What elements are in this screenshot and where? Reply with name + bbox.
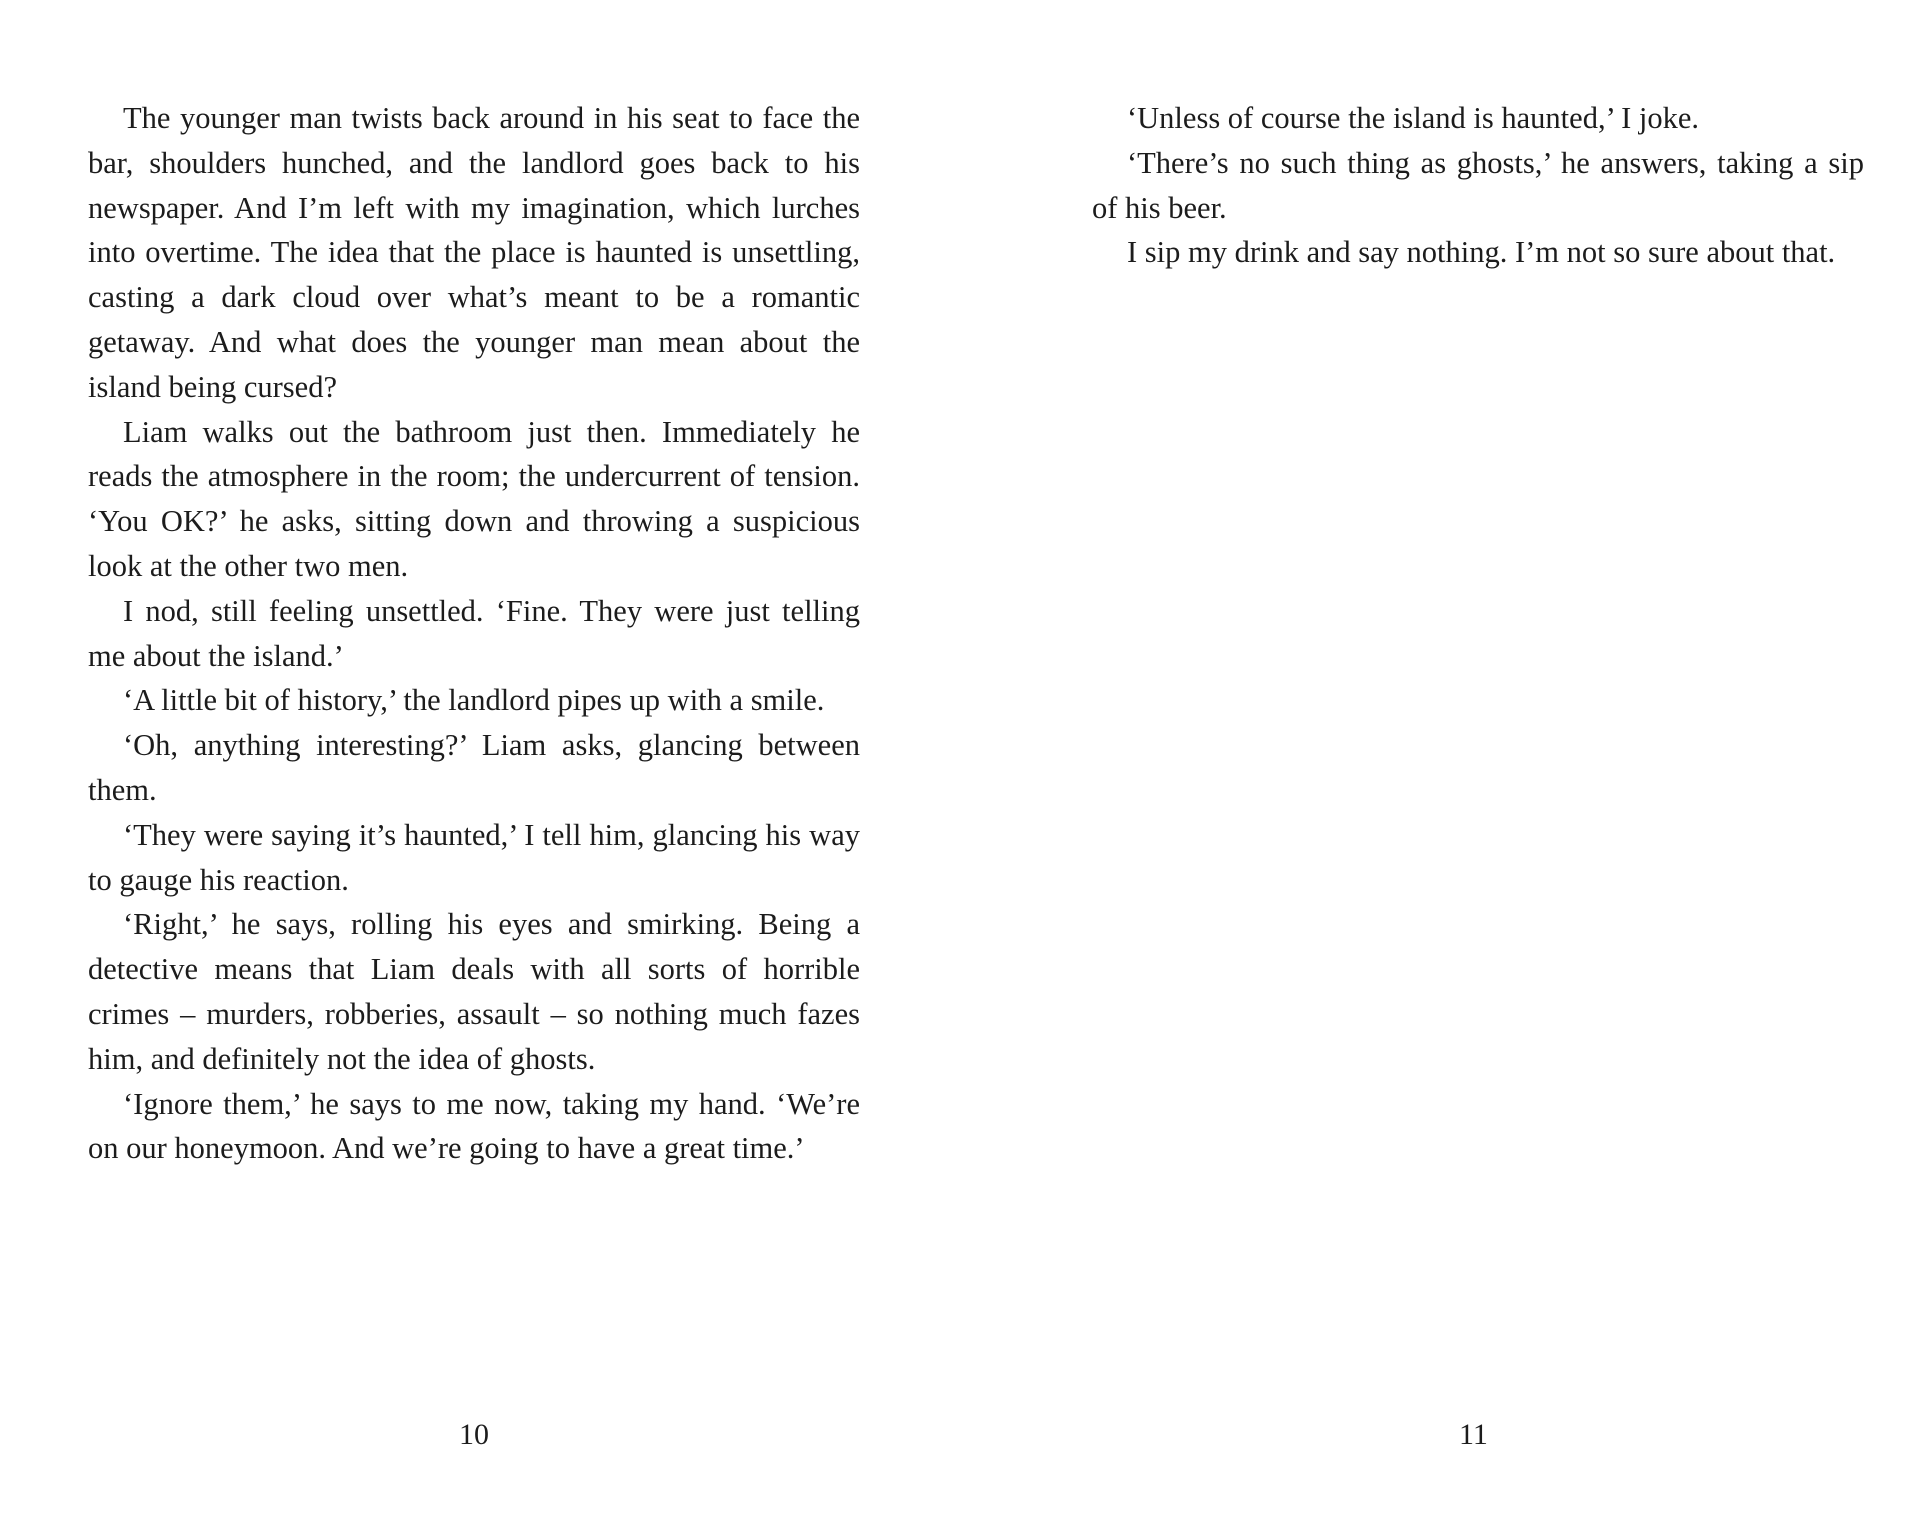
paragraph: ‘A little bit of history,’ the landlord pipes up with a smile. xyxy=(123,683,825,718)
left-page-text xyxy=(88,96,860,1171)
paragraph: I sip my drink and say nothing. I’m not so sure about that. xyxy=(1127,235,1836,270)
page-number-left: 10 xyxy=(459,1418,489,1451)
right-page-text xyxy=(1092,96,1864,275)
paragraph: ‘Oh, anything interesting?’ Liam asks, glancing between them. xyxy=(88,728,860,807)
paragraph: The younger man twists back around in his seat to face the bar, shoulders hunched, and the landlord goes back to his newspaper. And I’m left with my imagination, which lurches into overtime. The idea that the place is haunted is unsettling, casting a dark cloud over what’s meant to be a romantic getaway. And what does the younger man mean about the island being cursed? xyxy=(88,101,860,404)
paragraph: ‘Right,’ he says, rolling his eyes and smirking. Being a detective means that Liam deals with all sorts of horrible crimes – murders, robberies, assault – so nothing much fazes him, and definitely not the idea of ghosts. xyxy=(88,907,860,1076)
paragraph: ‘There’s no such thing as ghosts,’ he answers, taking a sip of his beer. xyxy=(1092,145,1864,225)
paragraph: Liam walks out the bathroom just then. Immediately he reads the atmosphere in the room; the undercurrent of tension. ‘You OK?’ he asks, sitting down and throwing a suspicious look at the other two men. xyxy=(88,414,860,583)
paragraph: ‘Unless of course the island is haunted,’ I joke. xyxy=(1127,101,1700,135)
page-number-right: 11 xyxy=(1459,1418,1488,1451)
right-page xyxy=(962,0,1924,1536)
paragraph: ‘They were saying it’s haunted,’ I tell him, glancing his way to gauge his reaction. xyxy=(88,817,860,897)
paragraph: I nod, still feeling unsettled. ‘Fine. They were just telling me about the island.’ xyxy=(88,593,860,673)
paragraph: ‘Ignore them,’ he says to me now, taking my hand. ‘We’re on our honeymoon. And we’re going to have a great time.’ xyxy=(88,1086,860,1166)
